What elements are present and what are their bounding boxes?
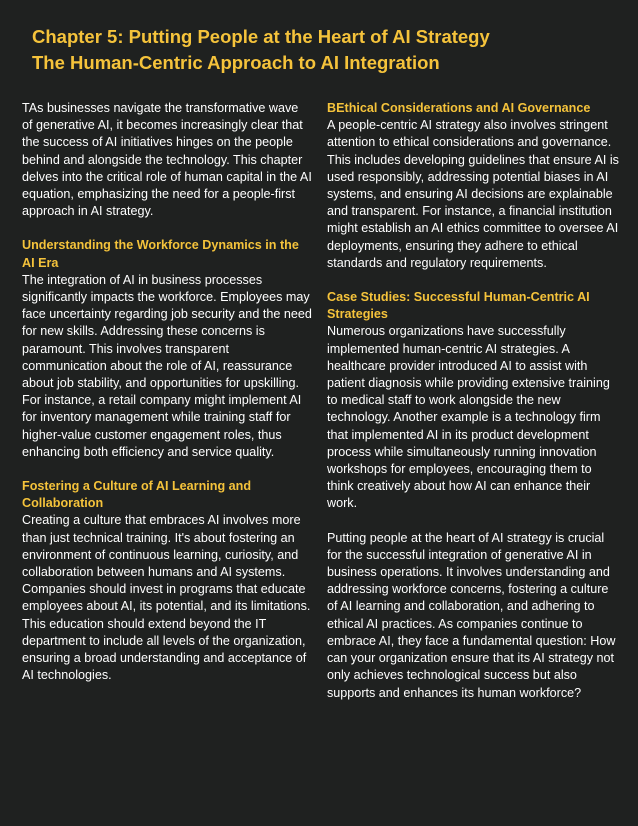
intro-paragraph: TAs businesses navigate the transformative wave of generative AI, it becomes increasingly clear that the success of AI initiatives hinges on the people behind and alongside the technology. This chapter delves into the critical role of human capital in the AI equation, emphasizing the need for a people-first approach in AI strategy.	[22, 101, 312, 219]
intro-section	[22, 100, 312, 220]
culture-section	[22, 478, 312, 684]
conclusion-section	[327, 530, 621, 702]
title-block	[32, 24, 612, 76]
case-studies-section	[327, 289, 621, 513]
case-studies-paragraph: Numerous organizations have successfully implemented human-centric AI strategies. A healthcare provider introduced AI to assist with patient diagnosis while providing extensive training to medical staff to work alongside the new technology. Another example is a technology firm that implemented AI in its product development process while simultaneously running innovation workshops for employees, encouraging them to think creatively about how AI can enhance their work.	[327, 324, 610, 511]
case-studies-heading: Case Studies: Successful Human-Centric AI Strategies	[327, 290, 590, 322]
chapter-title: Chapter 5: Putting People at the Heart of AI Strategy	[32, 26, 490, 47]
culture-paragraph: Creating a culture that embraces AI involves more than just technical training. It's about fostering an environment of continuous learning, curiosity, and collaboration between humans and AI systems. Companies should invest in programs that educate employees about AI, its potential, and its limitations. This education should extend beyond the IT department to include all levels of the organization, ensuring a broad understanding and acceptance of AI technologies.	[22, 513, 311, 683]
conclusion-paragraph: Putting people at the heart of AI strategy is crucial for the successful integration of generative AI in business operations. It involves understanding and addressing workforce concerns, fostering a culture of AI learning and collaboration, and adhering to ethical AI practices. As companies continue to embrace AI, they face a fundamental question: How can your organization ensure that its AI strategy not only achieves technological success but also supports and enhances its human workforce?	[327, 530, 616, 700]
workforce-section	[22, 237, 312, 461]
right-column	[327, 100, 621, 719]
chapter-subtitle: The Human-Centric Approach to AI Integration	[32, 52, 440, 73]
culture-heading: Fostering a Culture of AI Learning and Collaboration	[22, 479, 252, 511]
ethics-section	[327, 100, 621, 272]
left-column	[22, 100, 312, 702]
ethics-paragraph: A people-centric AI strategy also involves stringent attention to ethical considerations and governance. This includes developing guidelines that ensure AI is used responsibly, addressing potential biases in AI systems, and ensuring AI decisions are explainable and transparent. For instance, a financial institution might establish an AI ethics committee to oversee AI deployments, ensuring they adhere to ethical standards and regulatory requirements.	[327, 118, 619, 270]
ethics-heading: BEthical Considerations and AI Governance	[327, 101, 591, 115]
workforce-heading: Understanding the Workforce Dynamics in the AI Era	[22, 238, 299, 270]
workforce-paragraph: The integration of AI in business processes significantly impacts the workforce. Employees may face uncertainty regarding job security and the need for new skills. Addressing these concerns is paramount. This involves transparent communication about the role of AI, reassurance about job stability, and opportunities for upskilling. For instance, a retail company might implement AI for inventory management while training staff for higher-value customer engagement roles, thus enhancing both efficiency and service quality.	[22, 272, 312, 459]
